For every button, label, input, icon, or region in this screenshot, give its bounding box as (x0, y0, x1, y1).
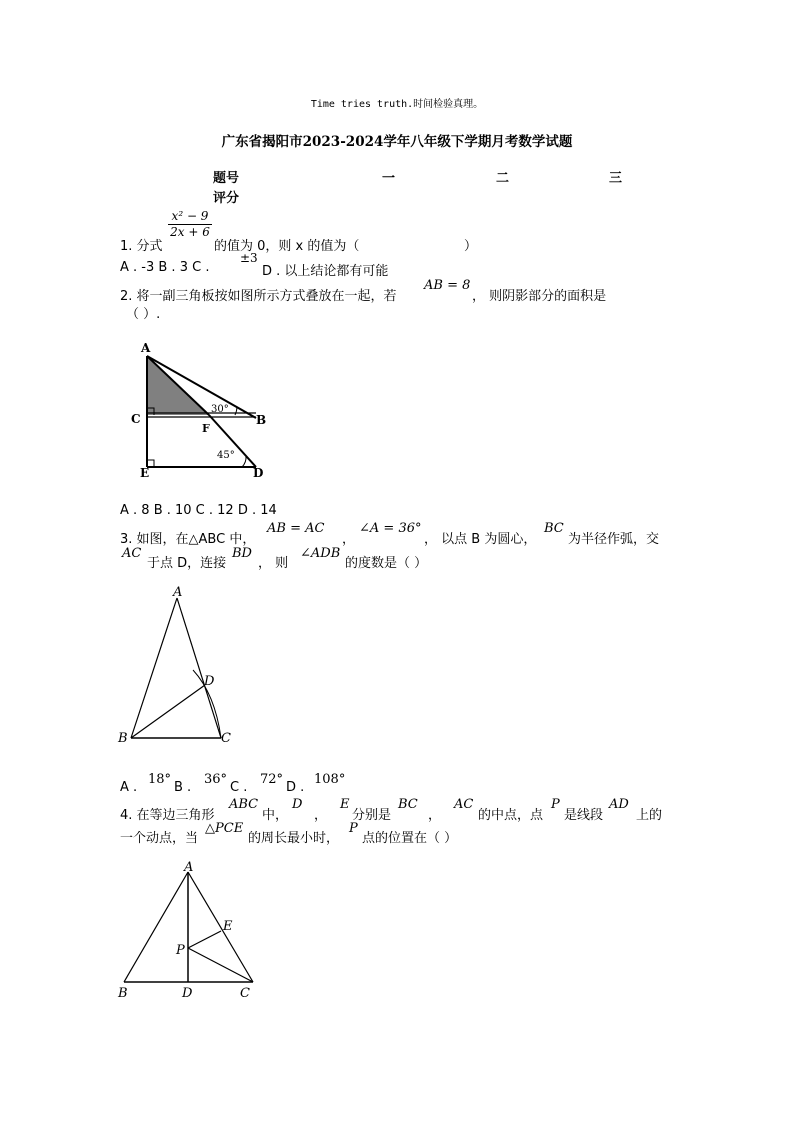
q3-segment-bd (131, 685, 205, 738)
q3-option-b-value: 36° (204, 772, 228, 787)
q3-math-bd: BD (232, 546, 252, 561)
q4-math-ad: AD (609, 797, 629, 812)
q1-options-ab: A . -3 B . 3 C . (120, 260, 210, 275)
q4-figure (112, 858, 262, 1003)
q4-segment-pe (188, 931, 221, 948)
q3-line1-b: ， 以点 B 为圆心， (424, 532, 537, 547)
q3-option-c-value: 72° (260, 772, 284, 787)
q3-option-d-value: 108° (314, 772, 346, 787)
q3-edge-ab (131, 598, 177, 738)
q3-option-d-label: D . (286, 780, 305, 795)
q4-label-p: P (176, 943, 185, 958)
score-table-header-label: 题号 (213, 171, 240, 186)
q1-fraction-denominator: 2x + 6 (168, 224, 212, 239)
q4-label-c: C (240, 986, 250, 1001)
q2-label-a: A (141, 341, 151, 355)
q3-math-ac: AC (122, 546, 142, 561)
q3-figure (115, 584, 245, 749)
q3-label-a: A (173, 585, 183, 600)
q3-math-abac: AB = AC (267, 521, 325, 536)
q4-line2-b: 的周长最小时， (248, 831, 340, 846)
score-table-row-label: 评分 (213, 191, 240, 206)
q3-edge-ac (177, 598, 221, 738)
q4-label-a: A (184, 860, 194, 875)
q2-label-d: D (253, 466, 264, 480)
q4-line2-a: 一个动点，当 (120, 831, 199, 846)
q4-math-ac: AC (454, 797, 474, 812)
q3-line1-a: 3. 如图，在△ABC 中， (120, 532, 256, 547)
q2-label-30deg: 30° (211, 404, 229, 415)
q2-line1-suffix: ， 则阴影部分的面积是 (472, 289, 607, 304)
q1-option-c-value: ±3 (240, 251, 258, 265)
q3-line1-c: 为半径作弧，交 (568, 532, 660, 547)
q3-label-c: C (221, 731, 231, 746)
q3-option-a-label: A . (120, 780, 138, 795)
header-motto: Time tries truth.时间检验真理。 (310, 99, 484, 110)
q4-line2-c: 点的位置在（ ） (362, 831, 458, 846)
q4-line1-c: 分别是 (352, 808, 392, 823)
q4-math-p: P (551, 797, 560, 812)
q3-math-bc: BC (544, 521, 564, 536)
q4-line1-b: 中， (262, 808, 289, 823)
q2-label-b: B (256, 413, 267, 427)
q3-option-c-label: C . (230, 780, 248, 795)
score-table-col-3: 三 (609, 171, 623, 186)
q2-angle-arc-30 (235, 407, 237, 415)
q1-option-d: D . 以上结论都有可能 (262, 264, 389, 279)
q4-line1-f: 上的 (636, 808, 663, 823)
q4-math-d: D (292, 797, 303, 812)
q2-label-45deg: 45° (217, 450, 235, 461)
q4-edge-ab (124, 872, 188, 982)
score-table-col-1: 一 (382, 171, 396, 186)
q3-option-a-value: 18° (148, 772, 172, 787)
q1-fraction (168, 209, 212, 239)
q2-figure (125, 336, 275, 481)
q3-option-b-label: B . (174, 780, 192, 795)
q1-prefix: 1. 分式 (120, 239, 163, 254)
q4-math-p2: P (349, 821, 358, 836)
q4-line1-d: 的中点，点 (478, 808, 544, 823)
q4-sep2: ， (428, 808, 442, 823)
q2-math-ab8: AB = 8 (424, 278, 471, 293)
q3-math-adb: ∠ADB (300, 546, 341, 561)
q4-label-b: B (118, 986, 128, 1001)
page-title: 广东省揭阳市2023-2024学年八年级下学期月考数学试题 (221, 134, 573, 150)
q2-label-e: E (140, 466, 150, 480)
q3-line2-c: 的度数是（ ） (345, 556, 428, 571)
q4-math-pce: △PCE (205, 821, 244, 836)
q4-line1-a: 4. 在等边三角形 (120, 808, 215, 823)
q2-angle-arc-45 (242, 456, 246, 467)
q3-label-d: D (204, 674, 215, 689)
q3-line2-b: ， 则 (258, 556, 289, 571)
q4-sep: ， (314, 808, 328, 823)
q2-options: A . 8 B . 10 C . 12 D . 14 (120, 503, 277, 518)
q2-label-f: F (202, 422, 210, 435)
q1-fraction-numerator: x² − 9 (171, 209, 209, 223)
q3-line2-a: 于点 D，连接 (147, 556, 227, 571)
q4-label-d: D (182, 986, 193, 1001)
q1-text: 的值为 0，则 x 的值为（ (214, 239, 360, 254)
q4-math-abc: ABC (229, 797, 259, 812)
q3-label-b: B (118, 731, 128, 746)
q4-label-e: E (223, 919, 233, 934)
q4-line1-e: 是线段 (564, 808, 604, 823)
q2-label-c: C (131, 412, 141, 426)
score-table-col-2: 二 (496, 171, 510, 186)
q1-paren-close: ） (464, 239, 478, 254)
q2-line2: （ ）. (126, 307, 161, 322)
q3-sep1: ， (342, 532, 356, 547)
q4-math-bc: BC (398, 797, 418, 812)
q3-math-a36: ∠A = 36° (359, 521, 422, 536)
q2-line1-prefix: 2. 将一副三角板按如图所示方式叠放在一起，若 (120, 289, 397, 304)
q4-math-e: E (340, 797, 350, 812)
